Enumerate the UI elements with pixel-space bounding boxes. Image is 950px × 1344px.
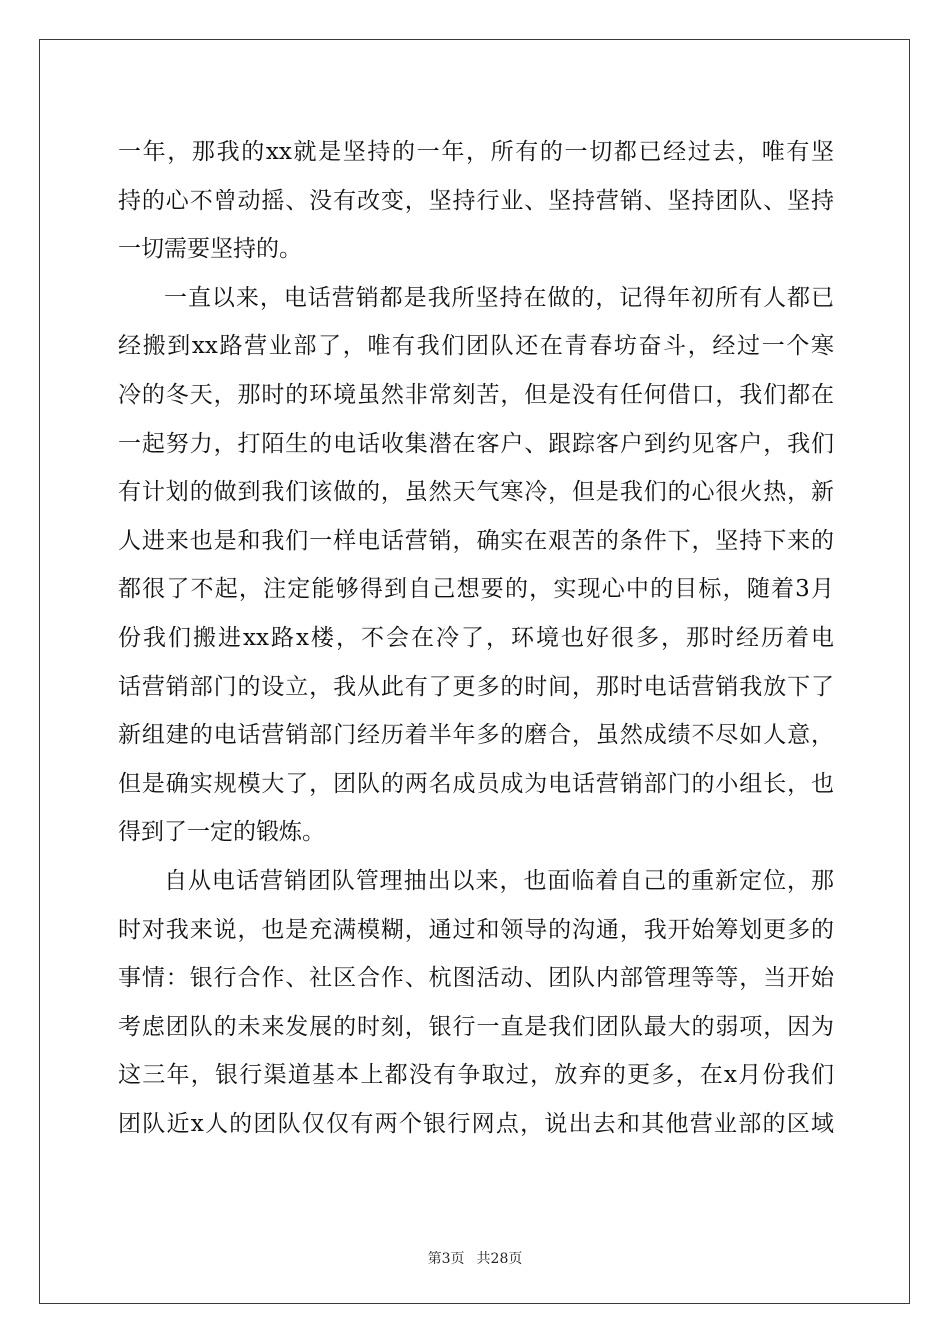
text-line: 一起努力，打陌生的电话收集潜在客户、跟踪客户到约见客户，我们 [118,430,834,457]
page-number: 第3页 [427,1251,465,1267]
text-line: 一切需要坚持的。 [118,236,302,263]
text-line: 话营销部门的设立，我从此有了更多的时间，那时电话营销我放下了 [118,673,834,700]
page-total: 共28页 [476,1251,523,1267]
text-line: 考虑团队的未来发展的时刻，银行一直是我们团队最大的弱项，因为 [118,1013,834,1040]
text-line: 但是确实规模大了，团队的两名成员成为电话营销部门的小组长，也 [118,770,834,797]
text-line: 冷的冬天，那时的环境虽然非常刻苦，但是没有任何借口，我们都在 [118,381,834,408]
text-line: 都很了不起，注定能够得到自己想要的，实现心中的目标，随着3月 [118,576,834,603]
text-line: 新组建的电话营销部门经历着半年多的磨合，虽然成绩不尽如人意， [118,722,834,749]
text-line: 这三年，银行渠道基本上都没有争取过，放弃的更多，在x月份我们 [118,1062,834,1089]
text-line: 事情：银行合作、社区合作、杭图活动、团队内部管理等等，当开始 [118,965,834,992]
text-line: 一年，那我的xx就是坚持的一年，所有的一切都已经过去，唯有坚 [118,139,834,165]
text-line: 自从电话营销团队管理抽出以来，也面临着自己的重新定位，那 [164,867,834,894]
text-line: 得到了一定的锻炼。 [118,819,325,846]
text-line: 时对我来说，也是充满模糊，通过和领导的沟通，我开始筹划更多的 [118,916,834,943]
document-body [118,128,834,1148]
text-line: 经搬到xx路营业部了，唯有我们团队还在青春坊奋斗，经过一个寒 [118,333,834,360]
text-line: 持的心不曾动摇、没有改变，坚持行业、坚持营销、坚持团队、坚持 [118,187,834,214]
text-line: 一直以来，电话营销都是我所坚持在做的，记得年初所有人都已 [164,284,834,311]
text-line: 团队近x人的团队仅仅有两个银行网点，说出去和其他营业部的区域 [118,1110,834,1137]
text-line: 人进来也是和我们一样电话营销，确实在艰苦的条件下，坚持下来的 [118,527,834,554]
text-line: 有计划的做到我们该做的，虽然天气寒冷，但是我们的心很火热，新 [118,479,834,506]
text-line: 份我们搬进xx路x楼，不会在冷了，环境也好很多，那时经历着电 [118,624,834,651]
page-footer [0,1248,950,1268]
